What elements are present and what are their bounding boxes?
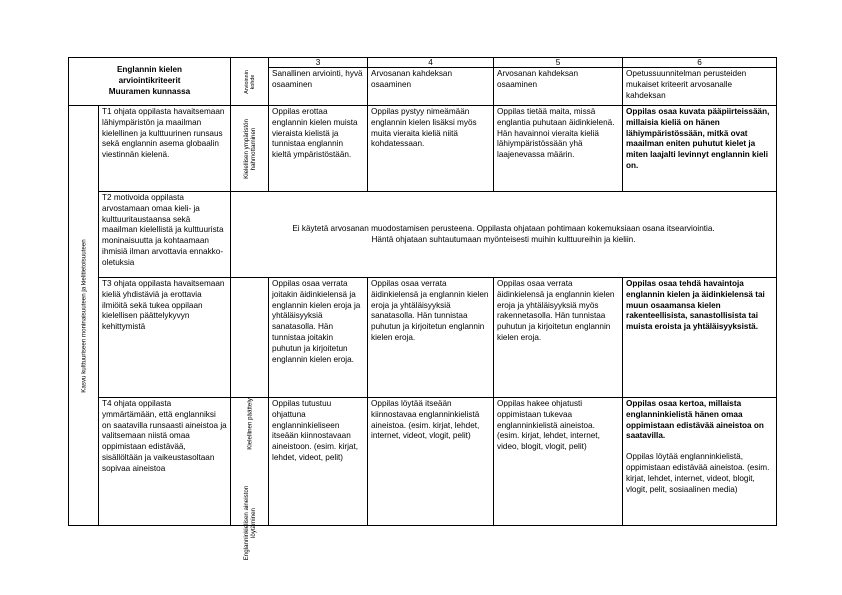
objective-cell: T4 ohjata oppilasta ymmärtämään, että englanniksi on saatavilla runsaasti aineistoa ja valitsemaan niistä omaa oppimistaan edistävää, sisällöltään ja vaikeustasoltaan sopivaa aineistoa bbox=[99, 398, 231, 526]
grade-number: 6 bbox=[623, 58, 777, 68]
criteria-cell: Oppilas osaa kuvata pääpiirteissään, millaisia kieliä on hänen lähiympäristössään, mitkä ovat maailman eniten puhutut kielet ja miten laajalti levinnyt englannin kieli on. bbox=[623, 106, 777, 192]
grade-label: Arvosanan kahdeksan osaaminen bbox=[368, 68, 494, 106]
grade-number: 3 bbox=[269, 58, 368, 68]
criteria-cell: Oppilas osaa verrata joitakin äidinkielensä ja englannin kielen eroja ja yhtäläisyyksiä sanatasolla. Hän tunnistaa joitakin puhutun ja kirjoitetun englannin kielen eroja. bbox=[269, 278, 368, 398]
criteria-bold-text: Oppilas osaa kertoa, millaista englanninkielistä hänen omaa oppimistaan edistävää aineistoa on saatavilla. bbox=[626, 399, 764, 441]
criteria-cell: Oppilas tutustuu ohjattuna englanninkieliseen itseään kiinnostavaan aineistoon. (esim. kirjat, lehdet, videot, pelit) bbox=[269, 398, 368, 526]
objective-cell: T3 ohjata oppilasta havaitsemaan kieliä yhdistäviä ja erottavia ilmiöitä sekä tukea oppilaan kielellisen päättelykyvyn kehittymistä bbox=[99, 278, 231, 398]
area-label-cell bbox=[69, 106, 99, 526]
objective-cell: T2 motivoida oppilasta arvostamaan omaa kieli- ja kulttuuritaustaansa sekä maailman kielellistä ja kulttuurista moninaisuutta ja kohtaamaan ihmisiä ilman arvottavia ennakko-oletuksia bbox=[99, 192, 231, 278]
area-label: Kasvu kulttuuriseen moninaisuuteen ja kielitietoisuuteen bbox=[80, 238, 87, 393]
title-line-2: arviointikriteerit bbox=[118, 76, 181, 86]
criteria-cell: Oppilas hakee ohjatusti oppimistaan tukevaa englanninkielistä aineistoa. (esim. kirjat, lehdet, internet, video, blogit, vlogit, pelit) bbox=[494, 398, 623, 526]
table-row bbox=[69, 106, 777, 192]
title-line-1: Englannin kielen bbox=[116, 65, 183, 75]
criteria-cell: Oppilas löytää itseään kiinnostavaa englanninkielistä aineistoa. (esim. kirjat, lehdet, internet, videot, vlogit, pelit) bbox=[368, 398, 494, 526]
grade-label: Sanallinen arviointi, hyvä osaaminen bbox=[269, 68, 368, 106]
criteria-cell: Oppilas tietää maita, missä englantia puhutaan äidinkielenä. Hän havainnoi vieraita kieliä lähiympäristössään yhä laajenevassa määrin. bbox=[494, 106, 623, 192]
criteria-plain-text: Oppilas löytää englanninkielistä, oppimistaan edistävää aineistoa. (esim. kirjat, lehdet, internet, videot, blogit, vlogit, pelit, sosiaalinen media) bbox=[626, 452, 770, 494]
grade-number: 4 bbox=[368, 58, 494, 68]
grade-label: Arvosanan kahdeksan osaaminen bbox=[494, 68, 623, 106]
criteria-cell: Oppilas osaa verrata äidinkielensä ja englannin kielen eroja ja yhtäläisyyksiä sanatasolla. Hän tunnistaa puhutun ja kirjoitetun englannin kielen eroja. bbox=[368, 278, 494, 398]
merged-note-line: Ei käytetä arvosanan muodostamisen perusteena. Oppilasta ohjataan pohtimaan kokemuksiaan osana itsearviointia. bbox=[292, 223, 715, 233]
criteria-cell: Oppilas osaa verrata äidinkielensä ja englannin kielen eroja ja yhtäläisyyksiä myös rakennetasolla. Hän tunnistaa puhutun ja kirjoitetun englannin kielen eroja. bbox=[494, 278, 623, 398]
target-label: Kielellisen ympäristön hahmottaminen bbox=[242, 118, 257, 179]
table-row bbox=[69, 398, 777, 526]
objective-cell: T1 ohjata oppilasta havaitsemaan lähiympäristön ja maailman kielellinen ja kulttuurinen runsaus sekä englannin asema globaalin viestinnän kielenä. bbox=[99, 106, 231, 192]
merged-note-cell bbox=[231, 192, 777, 278]
assessment-criteria-table bbox=[68, 57, 777, 561]
title-line-3: Muuramen kunnassa bbox=[108, 86, 191, 96]
assessment-target-header bbox=[231, 58, 269, 106]
criteria-cell: Oppilas osaa tehdä havaintoja englannin kielen ja äidinkielensä tai muun osaamansa kielen rakenteellisista, sanastollisista tai muista eroista ja yhtäläisyyksistä. bbox=[623, 278, 777, 398]
grade-number: 5 bbox=[494, 58, 623, 68]
target-cell bbox=[231, 398, 269, 561]
target-label: Kielellinen päättely bbox=[246, 398, 254, 450]
merged-note-line: Häntä ohjataan suhtautumaan myönteisesti muihin kulttuureihin ja kieliin. bbox=[371, 234, 636, 244]
criteria-cell: Oppilas erottaa englannin kielen muista vieraista kielistä ja tunnistaa englannin kieltä ympäristöstään. bbox=[269, 106, 368, 192]
target-cell bbox=[231, 106, 269, 192]
criteria-cell: Oppilas pystyy nimeämään englannin kielen lisäksi myös muita vieraita kieliä niitä kohdatessaan. bbox=[368, 106, 494, 192]
assessment-target-label: Arvioinnin kohde bbox=[243, 69, 256, 94]
table-row bbox=[69, 278, 777, 398]
target-cell bbox=[231, 278, 269, 450]
table-row bbox=[69, 192, 777, 278]
target-label: Englanninkielisen aineiston löytäminen bbox=[242, 485, 257, 561]
grade-label: Opetussuunnitelman perusteiden mukaiset kriteerit arvosanalle kahdeksan bbox=[623, 68, 777, 106]
criteria-cell bbox=[623, 398, 777, 526]
grade-number-row bbox=[69, 58, 777, 68]
table-title bbox=[69, 58, 231, 106]
